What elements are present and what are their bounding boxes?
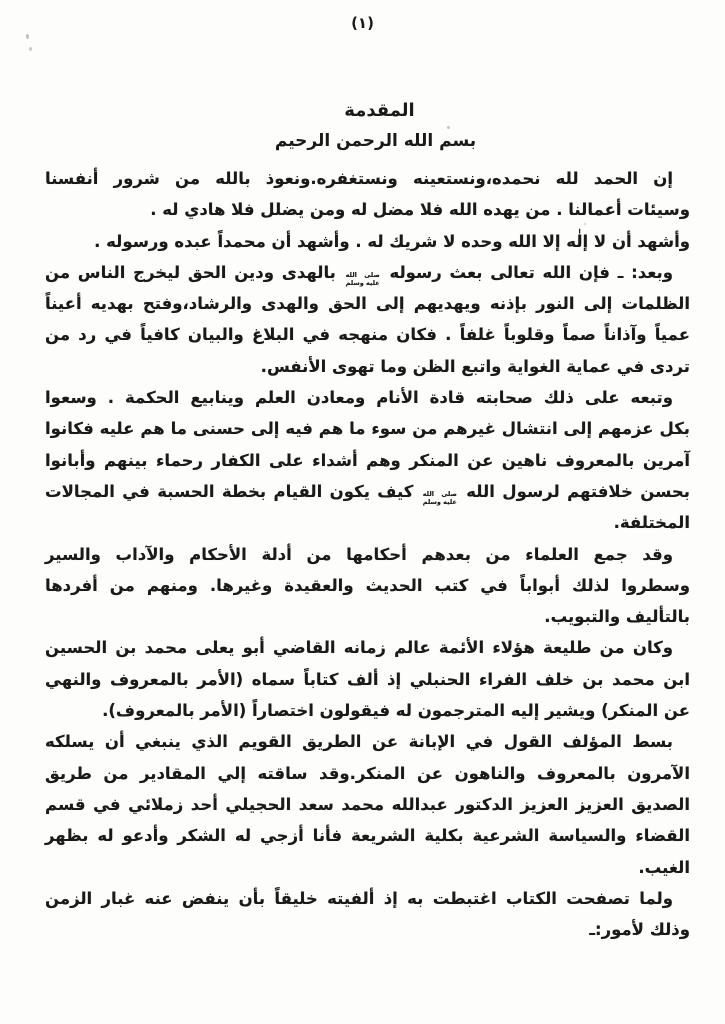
- text-line: وسيئات أعمالنا . من يهده الله فلا مضل له ومن يضلل فلا هادي له .: [150, 200, 690, 220]
- body-text: [45, 163, 690, 945]
- text-line: آمرين بالمعروف ناهين عن المنكر وهم أشداء على الكفار رحماء بينهم وأبانوا: [45, 450, 690, 470]
- text-line: وتبعه على ذلك صحابته قادة الأنام ومعادن العلم وينابيع الحكمة . وسعوا: [45, 388, 673, 408]
- pbuh-ligature-icon: صلى الله عليه وسلم: [345, 270, 380, 287]
- text-line: بحسن خلافتهم لرسول الله صلى الله عليه وسلم كيف يكون القيام بخطة الحسبة في المجالات: [45, 481, 691, 506]
- text-line: بسط المؤلف القول في الإبانة عن الطريق القويم الذي ينبغي أن يسلكه: [45, 732, 673, 752]
- paragraph: [45, 257, 690, 382]
- text-line: ابن محمد بن خلف الفراء الحنبلي إذ ألف كتاباً سماه (الأمر بالمعروف والنهي: [45, 669, 690, 689]
- text-line: المختلفة.: [613, 513, 690, 533]
- text-line: وبعد: ـ فإن الله تعالى بعث رسوله صلى الله عليه وسلم بالهدى ودين الحق ليخرج الناس من: [45, 262, 674, 287]
- page-number: (١): [351, 14, 374, 32]
- paragraph: [45, 632, 690, 726]
- text-line: وسطروا لذلك أبواباً في كتب الحديث والعقيدة وغيرها. ومنهم من أفردها: [45, 575, 690, 595]
- paragraph: [45, 726, 690, 882]
- paragraph: [45, 163, 690, 226]
- text-line: تردى في عماية الغواية واتبع الظن وما تهوى الأنفس.: [260, 356, 690, 376]
- text-line: بالتأليف والتبويب.: [544, 607, 690, 627]
- text-line: وقد جمع العلماء من بعدهم أحكامها من أدلة الأحكام والآداب والسير: [45, 544, 673, 564]
- scan-speck: [447, 126, 450, 129]
- text-line: بكل عزمهم إلى انتشال غيرهم من سوء ما هم فيه إلى حسنى ما هم عليه فكانوا: [45, 419, 690, 439]
- scan-speck: [26, 34, 29, 39]
- text-line: وأشهد أن لا إلٰه إلا الله وحده لا شريك له . وأشهد أن محمداً عبده ورسوله .: [94, 231, 690, 251]
- paragraph: [45, 539, 690, 633]
- basmala: بسم الله الرحمن الرحيم: [274, 131, 477, 151]
- pbuh-ligature-icon: صلى الله عليه وسلم: [422, 489, 457, 506]
- scan-speck: [584, 223, 586, 225]
- text-line: إن الحمد لله نحمده،ونستعينه ونستغفره.ونعوذ بالله من شرور أنفسنا: [45, 169, 673, 188]
- paragraph: [45, 226, 690, 257]
- text-line: عمياً وآذاناً صماً وقلوباً غلفاً . فكان منهجه في البلاغ والبيان كافياً في رد من: [45, 325, 690, 345]
- scan-speck: [29, 47, 32, 51]
- text-line: الغيب.: [638, 857, 690, 877]
- text-line: الآمرون بالمعروف والناهون عن المنكر.وقد ساقته إلي المقادير من طريق: [45, 763, 690, 783]
- paragraph: [45, 883, 690, 946]
- paragraph: [45, 382, 690, 538]
- text-line: الصديق العزيز العزيز الدكتور عبدالله محمد سعد الحجيلي أحد زملائي في قسم: [45, 794, 690, 814]
- text-line: وذلك لأمور:ـ: [589, 920, 690, 940]
- section-title: المقدمة: [344, 100, 415, 121]
- text-line: وكان من طليعة هؤلاء الأئمة عالم زمانه القاضي أبو يعلى محمد بن الحسين: [45, 638, 673, 658]
- text-line: القضاء والسياسة الشرعية بكلية الشريعة فأنا أزجي له الشكر وأدعو له بظهر: [45, 826, 690, 846]
- text-line: عن المنكر) ويشير إليه المترجمون له فيقولون اختصاراً (الأمر بالمعروف).: [102, 701, 690, 721]
- text-line: ولما تصفحت الكتاب اغتبطت به إذ ألفيته خليقاً بأن ينفض عنه غبار الزمن: [45, 888, 673, 908]
- text-line: الظلمات إلى النور بإذنه ويهديهم إلى الحق والهدى والرشاد،وفتح بهديه أعيناً: [45, 294, 690, 314]
